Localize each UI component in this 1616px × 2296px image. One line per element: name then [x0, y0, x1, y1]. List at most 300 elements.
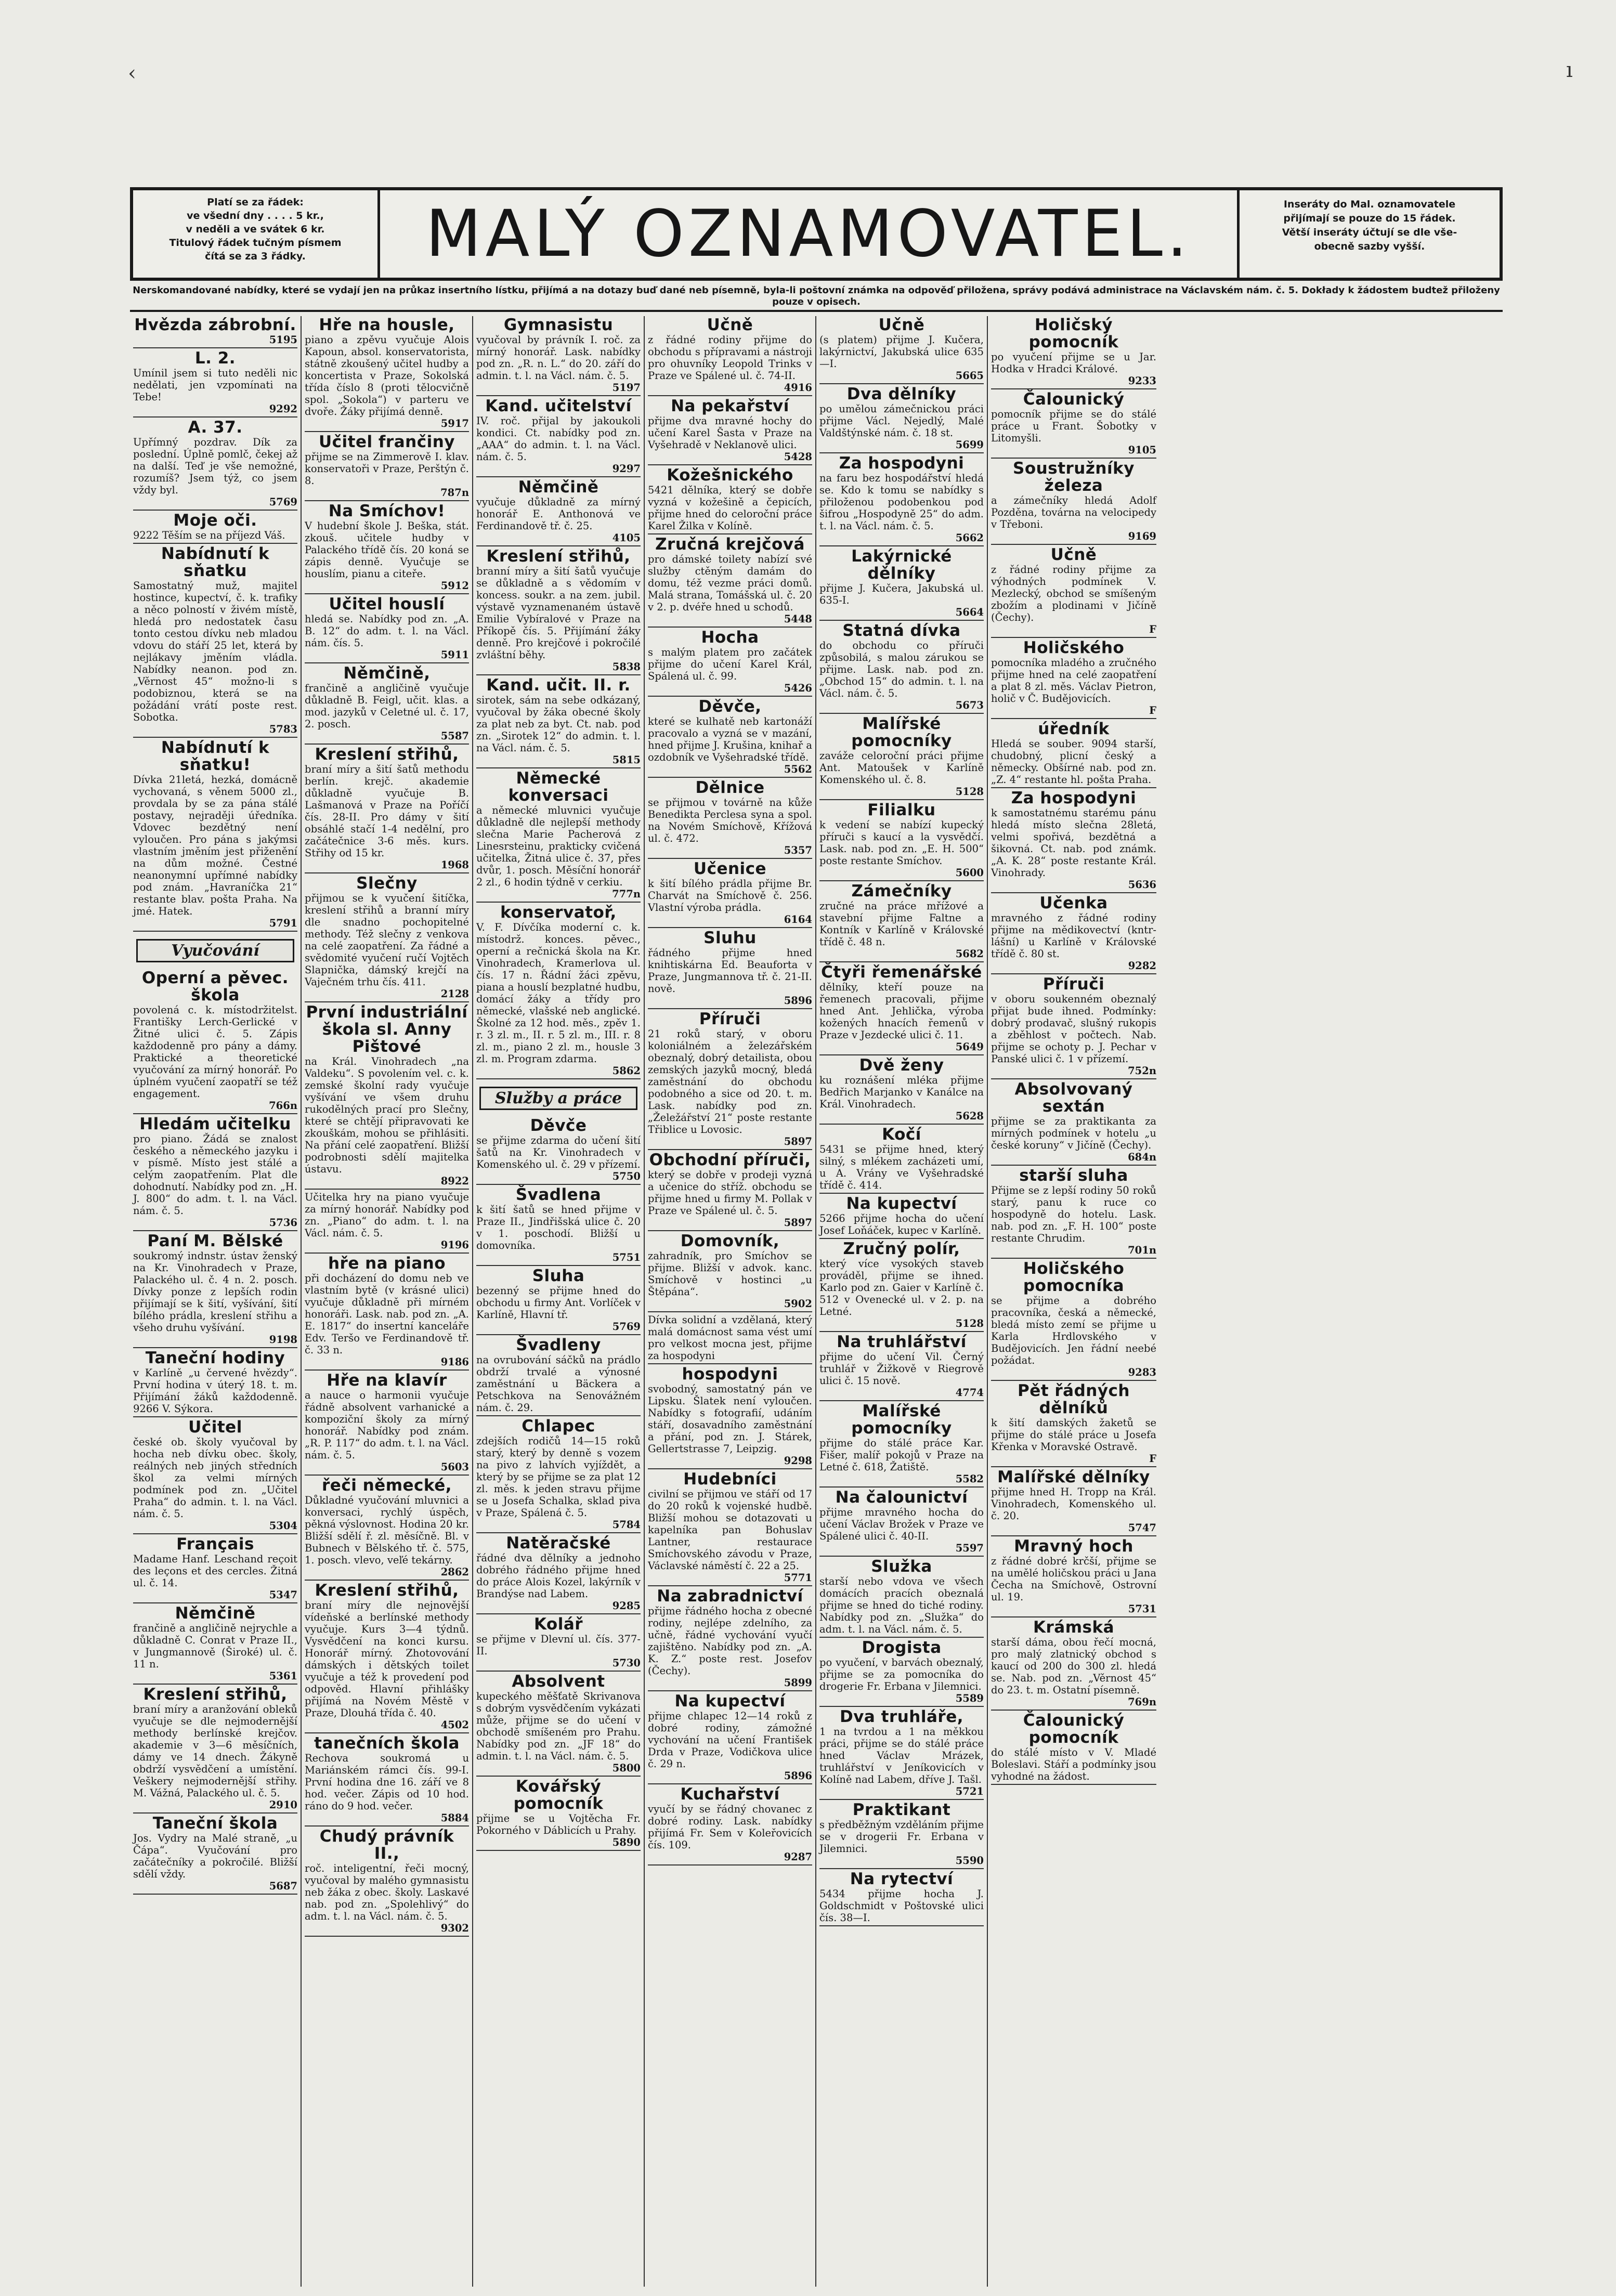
- ad-text: vyučoval by právník I. roč. za mírný honorář. Lask. nabídky pod zn. „R. n. L.“ do 20. září do admin. t. l. na Václ. nám. č. 5.: [476, 334, 641, 382]
- ad-divider: [819, 799, 984, 800]
- ad-text: Hledá se souber. 9094 starší, chudobný, plicní český a německy. Obšírné nab. pod zn. „Z. 4“ restante hl. pošta Praha.: [991, 738, 1156, 786]
- ad-text: na ovrubování sáčků na prádlo obdrží trvalé a výnosné zaměstnání u Bäckera a Petschkova na Senovážném nám. č. 29.: [476, 1354, 641, 1414]
- ad-text: přijmou se k vyučení šitíčka, kreslení střihů a branní míry dle snadno pochopitelné methody. Též slečny z venkova na celé zaopatření. Za řádné a svědomité vyučení ručí Vojtěch Slapnička, dámský krejčí na Vaječném trhu čís. 411.: [305, 892, 469, 988]
- ad-divider: [648, 1363, 812, 1364]
- classified-ad: [648, 860, 812, 925]
- ad-code: 4105: [612, 532, 641, 544]
- ad-heading: Drogista: [862, 1638, 942, 1657]
- ad-divider: [648, 533, 812, 534]
- ad-heading: Malířské pomocníky: [851, 1402, 952, 1438]
- ad-divider: [133, 543, 297, 544]
- classified-ad: [991, 1469, 1156, 1534]
- ad-text: soukromý indnstr. ústav ženský na Kr. Vinohradech v Praze, Palackého ul. č. 4 n. 2. posch. Dívky ponze z lepších rodin přijímají se k šití, vyšívání, šití bílého prádla, kreslení střihu a všeho druhu vyšívání.: [133, 1250, 297, 1334]
- ad-code: 9287: [784, 1851, 812, 1863]
- classified-ad: [819, 1403, 984, 1485]
- ad-text: bezenný se přijme hned do obchodu u firmy Ant. Vorlíček v Karlíně, Hlavní tř.: [476, 1285, 641, 1321]
- ad-text: Přijme se z lepší rodiny 50 roků starý, panu k ruce co hospodyně do hotelu. Lask. nab. pod zn. „F. H. 100“ poste restante Chrudim.: [991, 1184, 1156, 1244]
- ad-code: 5664: [955, 606, 984, 618]
- ad-text: vyučí by se řádný chovanec z dobré rodiny. Lask. nabídky přijímá Fr. Sem v Koleřovicích čís. 109.: [648, 1803, 812, 1851]
- ad-heading: Dvě ženy: [859, 1056, 944, 1075]
- classified-ad: [648, 930, 812, 1007]
- classified-ad: [133, 350, 297, 415]
- classified-ad: [819, 1241, 984, 1329]
- classified-ad: [305, 1255, 469, 1368]
- classified-ad: [476, 1186, 641, 1263]
- ad-heading: Dva dělníky: [846, 385, 957, 403]
- ad-heading: Učitel houslí: [329, 595, 445, 614]
- ad-divider: [476, 545, 641, 546]
- ad-divider: [133, 347, 297, 348]
- ad-heading: Učně: [878, 316, 925, 334]
- classified-ad: [819, 883, 984, 960]
- ad-divider: [648, 1230, 812, 1231]
- ad-heading: řeči německé,: [322, 1476, 452, 1495]
- ad-heading: Čtyři řemenářské: [821, 963, 982, 982]
- classified-ad: [991, 976, 1156, 1077]
- ad-heading: Na čalounictví: [835, 1488, 968, 1507]
- ad-text: do obchodu co příruči způsobilá, s malou zárukou se přijme. Lask. nab. pod zn. „Obchod 15“ do admin. t. l. na Václ. nám. č. 5.: [819, 640, 984, 699]
- ad-code: 769n: [1128, 1696, 1156, 1708]
- classified-ad: [991, 790, 1156, 891]
- ad-divider: [648, 858, 812, 859]
- ad-divider: [476, 1613, 641, 1614]
- ad-heading: Natěračské: [506, 1534, 611, 1553]
- ad-code: 1968: [440, 859, 469, 871]
- ad-heading: Chlapec: [522, 1417, 595, 1436]
- classified-ad: [991, 1712, 1156, 1782]
- ad-code: 9169: [1128, 530, 1156, 542]
- ad-text: pomocníka mladého a zručného přijme hned na celé zaopatření a plat 8 zl. měs. Václav Pietron, holič v Č. Budějovicích.: [991, 657, 1156, 705]
- ad-divider: [819, 1054, 984, 1055]
- ad-heading: Domovník,: [680, 1232, 780, 1250]
- ad-heading: Němčině: [518, 478, 599, 497]
- ad-heading: Kovářský pomocník: [513, 1777, 604, 1813]
- ad-code: 9233: [1128, 375, 1156, 387]
- ad-code: 701n: [1128, 1244, 1156, 1256]
- ad-text: V hudební škole J. Beška, stát. zkouš. učitele hudby v Palackého třídě čís. 20 koná se zápis denně. Vyučuje se houslím, pianu a citeře.: [305, 520, 469, 580]
- classified-ad: [648, 1588, 812, 1689]
- ad-text: Dívka 21letá, hezká, domácně vychovaná, s věnem 5000 zl., provdala by se za pána stálé postavy, nejraději úředníka. Vdovec bezdětný není vyloučen. Pro pána s jakýmsi vlastním jměním jest přiženění na dům možné. Čestné neanonymní upřímné nabídky pod znám. „Havraníčka 21“ restante blav. pošta Praha. Na jmé. Hatek.: [133, 774, 297, 917]
- classified-ad: [819, 1802, 984, 1867]
- classified-ad: [991, 391, 1156, 456]
- rule-line: přijímají se pouze do 15 řádek.: [1283, 213, 1456, 224]
- ad-divider: [476, 1671, 641, 1672]
- ad-column-6: [988, 316, 1159, 2287]
- ad-heading: konservatoř,: [500, 903, 617, 922]
- ad-divider: [305, 500, 469, 501]
- ad-code: 5897: [784, 1136, 812, 1147]
- classified-ad: [476, 1418, 641, 1531]
- ad-code: 5687: [269, 1880, 297, 1892]
- ad-code: 5699: [955, 439, 984, 451]
- ad-divider: [648, 395, 812, 396]
- ad-heading: Zručná krejčová: [655, 535, 805, 554]
- classified-ad: [133, 1233, 297, 1346]
- ad-text: zručné na práce mřížové a stavební přijme Faltne a Kontník v Karlíně v Královské třídě č. 48 n.: [819, 900, 984, 948]
- classified-ad: [648, 1366, 812, 1467]
- classified-ad: [305, 1004, 469, 1187]
- classified-ad: [991, 1081, 1156, 1163]
- ad-heading: tanečních škola: [314, 1734, 460, 1753]
- classified-ad: [476, 1535, 641, 1612]
- classified-ad: [819, 1334, 984, 1399]
- ad-divider: [476, 476, 641, 477]
- ad-code: 5917: [440, 418, 469, 429]
- ad-text: Madame Hanf. Leschand reçoit des leçons et des cercles. Žitná ul. č. 14.: [133, 1553, 297, 1589]
- ad-heading: Učenice: [693, 859, 767, 878]
- classified-ad: [819, 964, 984, 1053]
- ad-divider: [819, 1637, 984, 1638]
- ad-text: Upřímný pozdrav. Dík za poslední. Úplně pomlč, čekej až na další. Teď je vše nemožné, rozumíš? Jsem týž, co jsem vždy byl.: [133, 436, 297, 496]
- ad-text: po umělou zámečnickou práci přijme Václ. Nejedlý, Malé Valdštýnské nám. č. 18 st.: [819, 403, 984, 439]
- ad-code: 9302: [440, 1922, 469, 1934]
- masthead-title: MALÝ OZNAMOVATEL.: [425, 197, 1192, 271]
- ad-divider: [991, 892, 1156, 893]
- ad-text: při docházení do domu neb ve vlastním bytě (v krásné ulici) vyučuje důkladně při mírném honoráři. Lask. nab. pod zn. „A. E. 1817“ do insertní kanceláře Edv. Teršo ve Ferdinandově tř. č. 33 n.: [305, 1272, 469, 1356]
- ad-code: 5911: [440, 649, 469, 661]
- classified-ad: [476, 904, 641, 1077]
- ad-code: 5862: [612, 1065, 641, 1077]
- classified-ad: [133, 970, 297, 1112]
- ad-heading: Kočí: [882, 1125, 921, 1144]
- ad-code: 5347: [269, 1589, 297, 1601]
- classified-ad: [991, 1260, 1156, 1378]
- ad-text: Jos. Vydry na Malé straně, „u Čápa“. Vyučování pro začátečníky a pokročilé. Bližší sdělí vždy.: [133, 1832, 297, 1880]
- ad-heading: Sluha: [532, 1267, 585, 1285]
- ad-heading: Hře na housle,: [319, 316, 455, 334]
- ad-divider: [819, 1486, 984, 1488]
- ad-heading: Učně: [707, 316, 753, 334]
- ad-code: 9196: [440, 1239, 469, 1251]
- ad-divider: [133, 931, 297, 932]
- ad-code: 5662: [955, 532, 984, 544]
- price-box: [133, 190, 380, 278]
- ad-divider: [133, 1533, 297, 1534]
- ad-heading: Němčině,: [343, 664, 431, 683]
- classified-ad: [991, 460, 1156, 542]
- ad-heading: Příruči: [699, 1010, 761, 1028]
- ad-code: 5589: [955, 1692, 984, 1704]
- ad-text: a německé mluvnici vyučuje důkladně dle nejlepší methody slečna Marie Pacherová z Linesrsteinu, prakticky cvičená učitelka, Žitná ulice č. 37, přes dvůr, 1. posch. Měsíční honorář 2 zl., 6 hodin týdně v cerkiu.: [476, 804, 641, 888]
- ad-text: k vedení se nabízí kupecký příruči s kaucí a la vysvědčí. Lask. nab. pod zn. „E. H. 500“ poste restante Smíchov.: [819, 819, 984, 867]
- ad-heading: Hře na klavír: [327, 1371, 447, 1390]
- ad-text: z řádné rodiny přijme za výhodných podmínek V. Mezlecký, obchod se smíšeným zbožím a plodinami v Jičíně (Čechy).: [991, 564, 1156, 623]
- ad-divider: [648, 1468, 812, 1469]
- ad-column-4: [645, 316, 816, 2287]
- ad-heading: Holičského: [1023, 638, 1125, 657]
- ad-text: frančině a angličině nejrychle a důkladně C. Conrat v Praze II., v Jungmannově (Široké) ul. č. 11 n.: [133, 1622, 297, 1670]
- ad-text: civilní se přijmou ve stáří od 17 do 20 roků k vojenské hudbě. Bližší mohou se dotazovati u kapelníka pan Bohuslav Lantner, restaurace Smíchovského závodu v Praze, Václavské náměstí č. 22 a 25.: [648, 1488, 812, 1572]
- classified-ad: [648, 398, 812, 463]
- ad-heading: úředník: [1038, 720, 1110, 738]
- ad-divider: [305, 1189, 469, 1190]
- ad-text: přijme do stálé práce Kar. Fišer, malíř pokojů v Praze na Letné č. 618, Žatiště.: [819, 1437, 984, 1473]
- ad-column-5: [816, 316, 988, 2287]
- ad-code: 5896: [784, 1770, 812, 1782]
- ad-code: 5426: [784, 682, 812, 694]
- ad-divider: [648, 1783, 812, 1784]
- ad-text: braní míry dle nejnovější vídeňské a berlínské methody vyučuje. Kurs 3—4 týdnů. Vysvědčení na konci kursu. Honorář mírný. Zhotovování dámských i dětských toilet vyučuje a též k provedení pod odpověd. Hlavní přihlášky přijímá na Novém Městě v Praze, Dlouhá třída č. 40.: [305, 1599, 469, 1719]
- ad-code: 4774: [955, 1387, 984, 1399]
- ad-divider: [991, 718, 1156, 719]
- ad-heading: Hudebníci: [683, 1470, 777, 1489]
- ad-text: (s platem) přijme J. Kučera, lakýrnictví, Jakubská ulice 635—I.: [819, 334, 984, 370]
- ad-text: zahradník, pro Smíchov se přijme. Bližší v advok. kanc. Smíchově v hostinci „u Štěpána“.: [648, 1250, 812, 1298]
- ad-text: z řádné rodiny přijme do obchodu s přípravami a nástroji pro ohuvníky Leopold Trinks v Praze ve Spálené ul. č. 74-II.: [648, 334, 812, 382]
- ad-text: se přijmou v továrně na kůže Benedikta Perclesa syna a spol. na Novém Smíchově, Křížová ul. č. 472.: [648, 797, 812, 844]
- classified-ad: [305, 1191, 469, 1251]
- ad-divider: [648, 1864, 812, 1866]
- ad-divider: [305, 662, 469, 663]
- ad-heading: Na rytectví: [850, 1870, 954, 1888]
- ad-code: 5428: [784, 451, 812, 463]
- ad-divider: [819, 713, 984, 714]
- ad-divider: [991, 1710, 1156, 1711]
- ad-heading: Kand. učitelství: [485, 397, 632, 415]
- ad-code: 5896: [784, 995, 812, 1007]
- classified-ad: [819, 1639, 984, 1704]
- ad-text: s předběžným vzděláním přijme se v drogerii Fr. Erbana v Jilemnici.: [819, 1819, 984, 1855]
- ad-heading: Chudý právník II.,: [319, 1827, 454, 1863]
- classified-ad: [305, 1372, 469, 1473]
- ad-text: starší nebo vdova ve všech domácích pracích obeznalá přijme se hned do tiché rodiny. Nabídky pod zn. „Služka“ do adm. t. l. na Václ. nám. č. 5.: [819, 1575, 984, 1635]
- ad-heading: Gymnasistu: [503, 316, 614, 334]
- ad-divider: [648, 927, 812, 928]
- classified-ad: [648, 779, 812, 856]
- ad-text: přijme dva mravné hochy do učení Karel Šasta v Praze na Vyšehradě v Neklanově ulici.: [648, 415, 812, 451]
- classified-ad: [476, 1337, 641, 1414]
- classified-ad: [133, 512, 297, 541]
- header-note: Nerskomandované nabídky, které se vydají jen na průkaz insertního lístku, přijímá a na dotazy buď dané neb písemně, byla-li poštovní známka na odpověď přiložena, správy podává administrace na Václavském nám. č. 5. Dokłady k žádostem budtež přiloženy pouze v opisech.: [133, 285, 1500, 307]
- classified-ad: [819, 715, 984, 798]
- ad-text: a zámečníky hledá Adolf Pozděna, továrna na velocipedy v Třeboni.: [991, 494, 1156, 530]
- ad-heading: hře na piano: [328, 1254, 446, 1273]
- ad-text: braní míry a aranžování obleků vyučuje se dle nejmodernější methody berlínské krejčov. akademie v 3—6 měsíčních, dámy ve 14 dnech. Žákyně obdrží vysvědčení a umístění. Veškery nejmodernější střihy. M. Vážná, Palackého ul. č. 5.: [133, 1703, 297, 1799]
- ad-code: 9283: [1128, 1366, 1156, 1378]
- ad-heading: Kuchařství: [680, 1785, 780, 1804]
- ad-divider: [991, 1165, 1156, 1166]
- ad-divider: [133, 1602, 297, 1603]
- ad-heading: Hledám učitelku: [139, 1115, 291, 1133]
- ad-divider: [991, 1784, 1156, 1785]
- ad-code: 684n: [1128, 1151, 1156, 1163]
- ad-text: na Král. Vinohradech „na Valdeku“. S povolením vel. c. k. zemské školní rady vyučuje vyšívání ve všem druhu rukodělných prací pro Slečny, které se chtějí připravovati ke zkouškám, mohou se přihlásiti. Na přání celé zaopatření. Bližší podrobnosti sdělí majitelka ústavu.: [305, 1055, 469, 1175]
- ad-divider: [991, 1258, 1156, 1259]
- ad-divider: [648, 1149, 812, 1150]
- ad-heading: Pět řádných dělníků: [1018, 1381, 1130, 1417]
- ad-divider: [133, 737, 297, 738]
- ad-columns: [130, 316, 1503, 2287]
- ad-code: 5747: [1128, 1522, 1156, 1534]
- ad-divider: [133, 1230, 297, 1231]
- ad-heading: Učitel: [188, 1418, 242, 1437]
- ad-heading: Čalounický: [1023, 390, 1125, 409]
- ad-divider: [476, 1078, 641, 1079]
- price-line: čítá se za 3 řádky.: [205, 251, 306, 262]
- classified-ad: [648, 1314, 812, 1362]
- ad-heading: Zámečníky: [851, 882, 952, 901]
- ad-code: 5587: [440, 730, 469, 742]
- ad-divider: [819, 1556, 984, 1557]
- ad-text: V. F. Dívčíka moderní c. k. místodrž. konces. pěvec., operní a rečnická škola na Kr. Vinohradech, Kramerlova ul. čís. 17 n. Řádní žáci zpěvu, piana a houslí bezplatné hudbu, domácí žáky a třídy pro německé, vlašské neb anglické. Školné za 12 hod. měs., zpěv 1. r. 3 zl. m., II. r. 5 zl. m., III. r. 8 zl. m., piano 2 zl. m., housle 3 zl. m. Program zdarma.: [476, 921, 641, 1065]
- ad-text: pro dámské toilety nabízí své služby ctěným damám do domu, též vezme práci domů. Malá strana, Tomášská ul. č. 20 v 2. p. dvéře hned u schodů.: [648, 553, 812, 613]
- ad-heading: Na zabradnictví: [657, 1587, 803, 1606]
- ad-divider: [648, 777, 812, 778]
- ad-divider: [305, 1825, 469, 1827]
- ad-divider: [819, 1925, 984, 1926]
- ad-text: přijme se na Zimmerově I. klav. konservatoři v Praze, Perštýn č. 8.: [305, 451, 469, 487]
- ad-code: 5603: [440, 1461, 469, 1473]
- classified-ad: [476, 1778, 641, 1848]
- classified-ad: [305, 746, 469, 871]
- ad-text: 5266 přijme hocha do učení Josef Loňáček, kupec v Karlíně.: [819, 1212, 984, 1236]
- ad-text: kupeckého měšťatě Skrivanova s dobrým vysvědčením vykázati může, přijme se do učení v obchodě smíšeném pro Prahu. Nabídky pod zn. „JF 18“ do admin. t. l. na Václ. nám. č. 5.: [476, 1690, 641, 1762]
- ad-code: 5357: [784, 844, 812, 856]
- ad-code: F: [1149, 705, 1156, 716]
- ad-code: 5731: [1128, 1603, 1156, 1615]
- ad-heading: Dva truhláře,: [839, 1707, 964, 1726]
- classified-ad: [476, 398, 641, 475]
- ad-text: přijme řádného hocha z obecné rodiny, nejlépe zdelního, za učně, řádné vychování vyučí zajištěno. Nabídky pod zn. „A. K. Z.“ poste rest. Josefov (Čechy).: [648, 1605, 812, 1677]
- ad-code: 5673: [955, 699, 984, 711]
- classified-ad: [991, 317, 1156, 387]
- ad-divider: [305, 431, 469, 432]
- ad-heading: Příruči: [1042, 975, 1105, 994]
- ad-code: 2862: [440, 1566, 469, 1578]
- ad-heading: Na truhlářství: [837, 1333, 967, 1351]
- ad-heading: L. 2.: [194, 349, 236, 368]
- ad-code: 9105: [1128, 444, 1156, 456]
- ad-text: k šití damských žaketů se přijme do stálé práce u Josefa Křenka v Moravské Ostravě.: [991, 1417, 1156, 1453]
- ad-heading: Français: [176, 1535, 254, 1554]
- ad-text: piano a zpěvu vyučuje Alois Kapoun, absol. konservatoristа, státně zkoušený učitel hudby a koncertista v Praze, Sokolská třída číslo 8 (proti tělocvičně spol. „Sokola“) v parteru ve dvoře. Žáky přijímá denně.: [305, 334, 469, 418]
- ad-heading: Kreslení střihů,: [486, 547, 631, 566]
- section-heading: Služby a práce: [479, 1087, 637, 1110]
- classified-ad: [133, 1536, 297, 1601]
- ad-heading: Holičského pomocníka: [1023, 1259, 1125, 1295]
- ad-code: 5783: [269, 723, 297, 735]
- ad-divider: [819, 880, 984, 881]
- ad-divider: [648, 696, 812, 697]
- ad-text: k šití bílého prádla přijme Br. Charvát na Smíchově č. 256. Vlastní výroba prádla.: [648, 878, 812, 914]
- ad-text: a nauce o harmonii vyučuje řádně absolvent varhanické a kompoziční školy za mírný honorář. Nabídky pod znám. „R. P. 117“ do adm. t. l. na Václ. nám. č. 5.: [305, 1389, 469, 1461]
- ad-code: 752n: [1128, 1065, 1156, 1077]
- ad-heading: hospodyni: [682, 1365, 778, 1384]
- ad-divider: [305, 1369, 469, 1371]
- ad-heading: Sluhu: [703, 929, 757, 947]
- ad-code: 5600: [955, 867, 984, 879]
- ad-divider: [133, 1347, 297, 1348]
- ad-divider: [305, 1732, 469, 1733]
- ad-divider: [133, 1113, 297, 1114]
- classified-ad: [476, 479, 641, 544]
- ad-code: 9198: [269, 1334, 297, 1346]
- header-rule: [130, 310, 1503, 312]
- classified-ad: [305, 1735, 469, 1824]
- rule-line: Větší inseráty účtují se dle vše-: [1282, 227, 1457, 238]
- classified-ad: [991, 1167, 1156, 1256]
- ad-heading: Na kupectví: [846, 1194, 957, 1213]
- ad-heading: Děvče,: [698, 697, 762, 716]
- classified-ad: [648, 1011, 812, 1147]
- ad-divider: [991, 544, 1156, 545]
- ad-heading: Moje oči.: [173, 511, 257, 530]
- ad-divider: [648, 1690, 812, 1691]
- classified-ad: [476, 677, 641, 766]
- ad-code: 5769: [612, 1321, 641, 1333]
- ad-heading: První industriální škola sl. Anny Pištové: [306, 1003, 468, 1056]
- ad-divider: [476, 1850, 641, 1851]
- ad-text: se přijme v Dlevní ul. čís. 377-II.: [476, 1633, 641, 1657]
- ad-text: mravného z řádné rodiny přijme na mědikovectví (kntr-lášní) u Karlíně v Královské třídě č. 80 st.: [991, 912, 1156, 960]
- ad-code: 5590: [955, 1855, 984, 1867]
- ad-code: 5736: [269, 1217, 297, 1229]
- ad-divider: [991, 973, 1156, 974]
- classified-ad: [648, 1693, 812, 1782]
- ad-code: 5899: [784, 1677, 812, 1689]
- insertion-rules-box: [1237, 190, 1500, 278]
- ad-text: k samostatnému starému pánu hledá místo slečna 28letá, velmi spořivá, bezdětná a šikovná. Ct. nab. pod známk. „A. K. 28“ poste restante Král. Vinohrady.: [991, 807, 1156, 879]
- ad-code: 9285: [612, 1600, 641, 1612]
- ad-divider: [819, 1706, 984, 1707]
- ad-code: 5682: [955, 948, 984, 960]
- ad-divider: [133, 1416, 297, 1417]
- ad-divider: [133, 1894, 297, 1895]
- ad-heading: Nabídnutí k sňatku!: [161, 738, 270, 774]
- ad-divider: [819, 545, 984, 546]
- ad-code: 5195: [269, 334, 297, 346]
- ad-divider: [476, 1532, 641, 1533]
- ad-code: 5838: [612, 661, 641, 673]
- ad-heading: Zručný polír,: [843, 1240, 960, 1258]
- ad-code: 5884: [440, 1812, 469, 1824]
- ad-heading: Taneční hodiny: [145, 1349, 285, 1367]
- classified-ad: [133, 1605, 297, 1682]
- classified-ad: [305, 1582, 469, 1731]
- ad-divider: [305, 1001, 469, 1002]
- ad-text: k šití šatů se hned přijme v Praze II., Jindřišská ulice č. 20 v 1. poschodí. Bližší u domovníka.: [476, 1204, 641, 1251]
- ad-text: vyučuje důkladně za mírný honorář E. Anthonová ve Ferdinandově tř. č. 25.: [476, 496, 641, 532]
- classified-ad: [305, 875, 469, 1000]
- classified-ad: [991, 895, 1156, 972]
- ad-code: 5582: [955, 1473, 984, 1485]
- ad-divider: [648, 1311, 812, 1312]
- classified-ad: [133, 1419, 297, 1532]
- ad-heading: Němčině: [175, 1604, 256, 1623]
- ad-heading: Švadlena: [515, 1185, 602, 1204]
- ad-code: 5128: [955, 1317, 984, 1329]
- ad-heading: Taneční škola: [152, 1814, 278, 1833]
- classified-ad: [133, 1815, 297, 1892]
- ad-text: 9222 Těším se na příjezd Váš.: [133, 529, 285, 541]
- classified-ad: [819, 802, 984, 879]
- ad-text: který se dobře v prodeji vyzná a učenice do stříž. obchodu se přijme hned u firmy M. Pollak v Praze ve Spálené ul. č. 5.: [648, 1169, 812, 1217]
- ad-heading: Hocha: [701, 628, 759, 647]
- price-line: Titulový řádek tučným písmem: [169, 237, 342, 249]
- ad-code: 5197: [612, 382, 641, 394]
- ad-text: do stálé místo v V. Mladé Boleslavi. Stáří a podmínky jsou vyhodné na žádost.: [991, 1746, 1156, 1782]
- ad-text: frančině a angličině vyučuje důkladně B. Feigl, učit. klas. a mod. jazyků v Celetné ul. č. 17, 2. posch.: [305, 682, 469, 730]
- classified-ad: [819, 386, 984, 451]
- ad-divider: [648, 464, 812, 465]
- ad-heading: Na kupectví: [674, 1692, 786, 1711]
- ad-heading: Holičský pomocník: [1028, 316, 1119, 351]
- ad-heading: Děvče: [530, 1116, 587, 1135]
- ad-code: 5128: [955, 786, 984, 798]
- classified-ad: [819, 1871, 984, 1924]
- classified-ad: [819, 1126, 984, 1191]
- ad-divider: [819, 383, 984, 384]
